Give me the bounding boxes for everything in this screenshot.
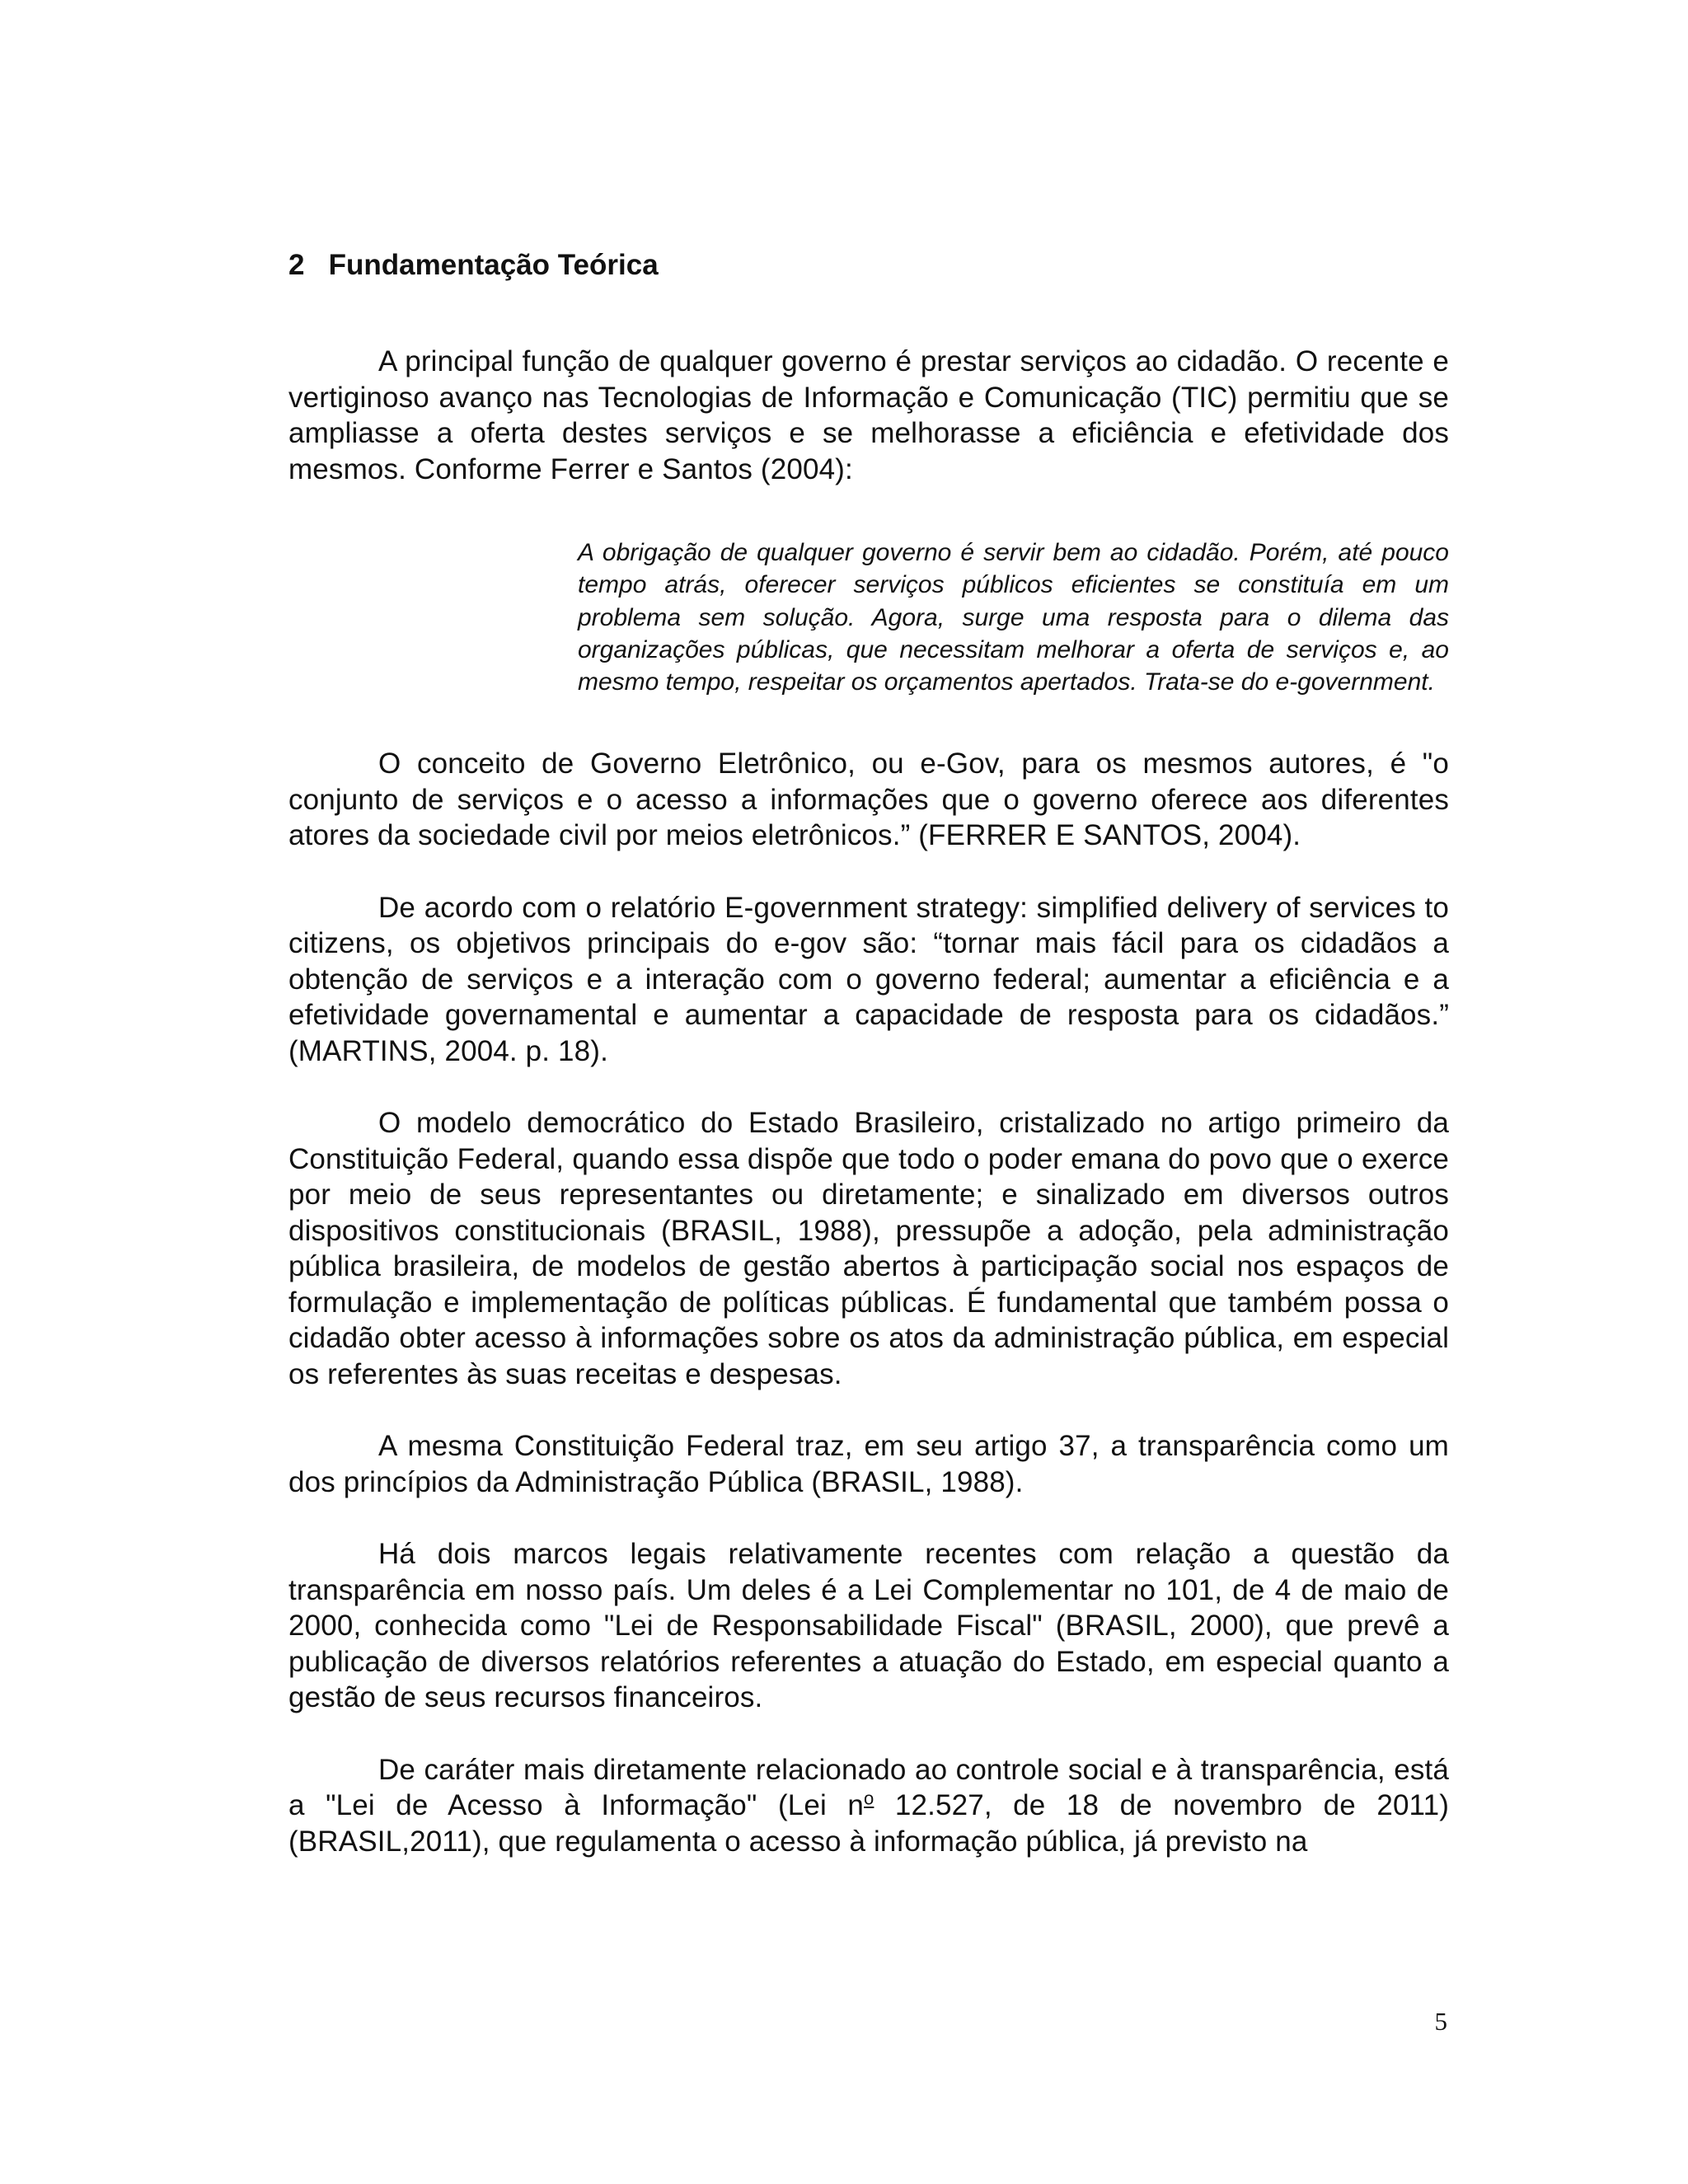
paragraph-egov-concept: O conceito de Governo Eletrônico, ou e-Gov, para os mesmos autores, é "o conjunto de serviços e o acesso a informações que o governo oferece aos diferentes atores da sociedade civil por meios eletrônicos.” (FERRER E SANTOS, 2004). bbox=[288, 748, 1449, 852]
ordinal-superscript: o bbox=[864, 1788, 874, 1809]
paragraph-egov-objectives: De acordo com o relatório E-government strategy: simplified delivery of services to citizens, os objetivos principais do e-gov são: “tornar mais fácil para os cidadãos a obtenção de serviços e a interação com o governo federal; aumentar a eficiência e a efetividade governamental e aumentar a capacidade de resposta para os cidadãos.” (MARTINS, 2004. p. 18). bbox=[288, 891, 1449, 1067]
paragraph-constitution-art37: A mesma Constituição Federal traz, em seu artigo 37, a transparência como um dos princípios da Administração Pública (BRASIL, 1988). bbox=[288, 1430, 1449, 1498]
paragraph-access-to-information-law bbox=[288, 1752, 1449, 1860]
paragraph-text-end: 12.527, de 18 de novembro de 2011) (BRASIL,2011), que regulamenta o acesso à informação pública, já previsto na bbox=[288, 1789, 1449, 1858]
page-content bbox=[288, 241, 1449, 1859]
paragraph-democratic-model: O modelo democrático do Estado Brasileiro, cristalizado no artigo primeiro da Constituição Federal, quando essa dispõe que todo o poder emana do povo que o exerce por meio de seus representantes ou diretamente; e sinalizado em diversos outros dispositivos constitucionais (BRASIL, 1988), pressupõe a adoção, pela administração pública brasileira, de modelos de gestão abertos à participação social nos espaços de formulação e implementação de políticas públicas. É fundamental que também possa o cidadão obter acesso à informações sobre os atos da administração pública, em especial os referentes às suas receitas e despesas. bbox=[288, 1107, 1449, 1390]
section-heading bbox=[288, 241, 1449, 290]
paragraph-text-start: De caráter mais diretamente relacionado ao controle social e à transparência, está a "Lei de Acesso à Informação" (Lei n bbox=[288, 1753, 1449, 1822]
page-number: 5 bbox=[1434, 2007, 1447, 2036]
section-number: 2 bbox=[288, 249, 305, 281]
block-quote: A obrigação de qualquer governo é servir bem ao cidadão. Porém, até pouco tempo atrás, oferecer serviços públicos eficientes se constituía em um problema sem solução. Agora, surge uma resposta para o dilema das organizações públicas, que necessitam melhorar a oferta de serviços e, ao mesmo tempo, respeitar os orçamentos apertados. Trata-se do e-government. bbox=[578, 539, 1449, 696]
paragraph-intro: A principal função de qualquer governo é prestar serviços ao cidadão. O recente e vertiginoso avanço nas Tecnologias de Informação e Comunicação (TIC) permitiu que se ampliasse a oferta destes serviços e se melhorasse a eficiência e efetividade dos mesmos. Conforme Ferrer e Santos (2004): bbox=[288, 345, 1449, 485]
section-title: Fundamentação Teórica bbox=[328, 249, 659, 281]
paragraph-legal-frameworks: Há dois marcos legais relativamente recentes com relação a questão da transparência em nosso país. Um deles é a Lei Complementar no 101, de 4 de maio de 2000, conhecida como "Lei de Responsabilidade Fiscal" (BRASIL, 2000), que prevê a publicação de diversos relatórios referentes a atuação do Estado, em especial quanto a gestão de seus recursos financeiros. bbox=[288, 1538, 1449, 1714]
